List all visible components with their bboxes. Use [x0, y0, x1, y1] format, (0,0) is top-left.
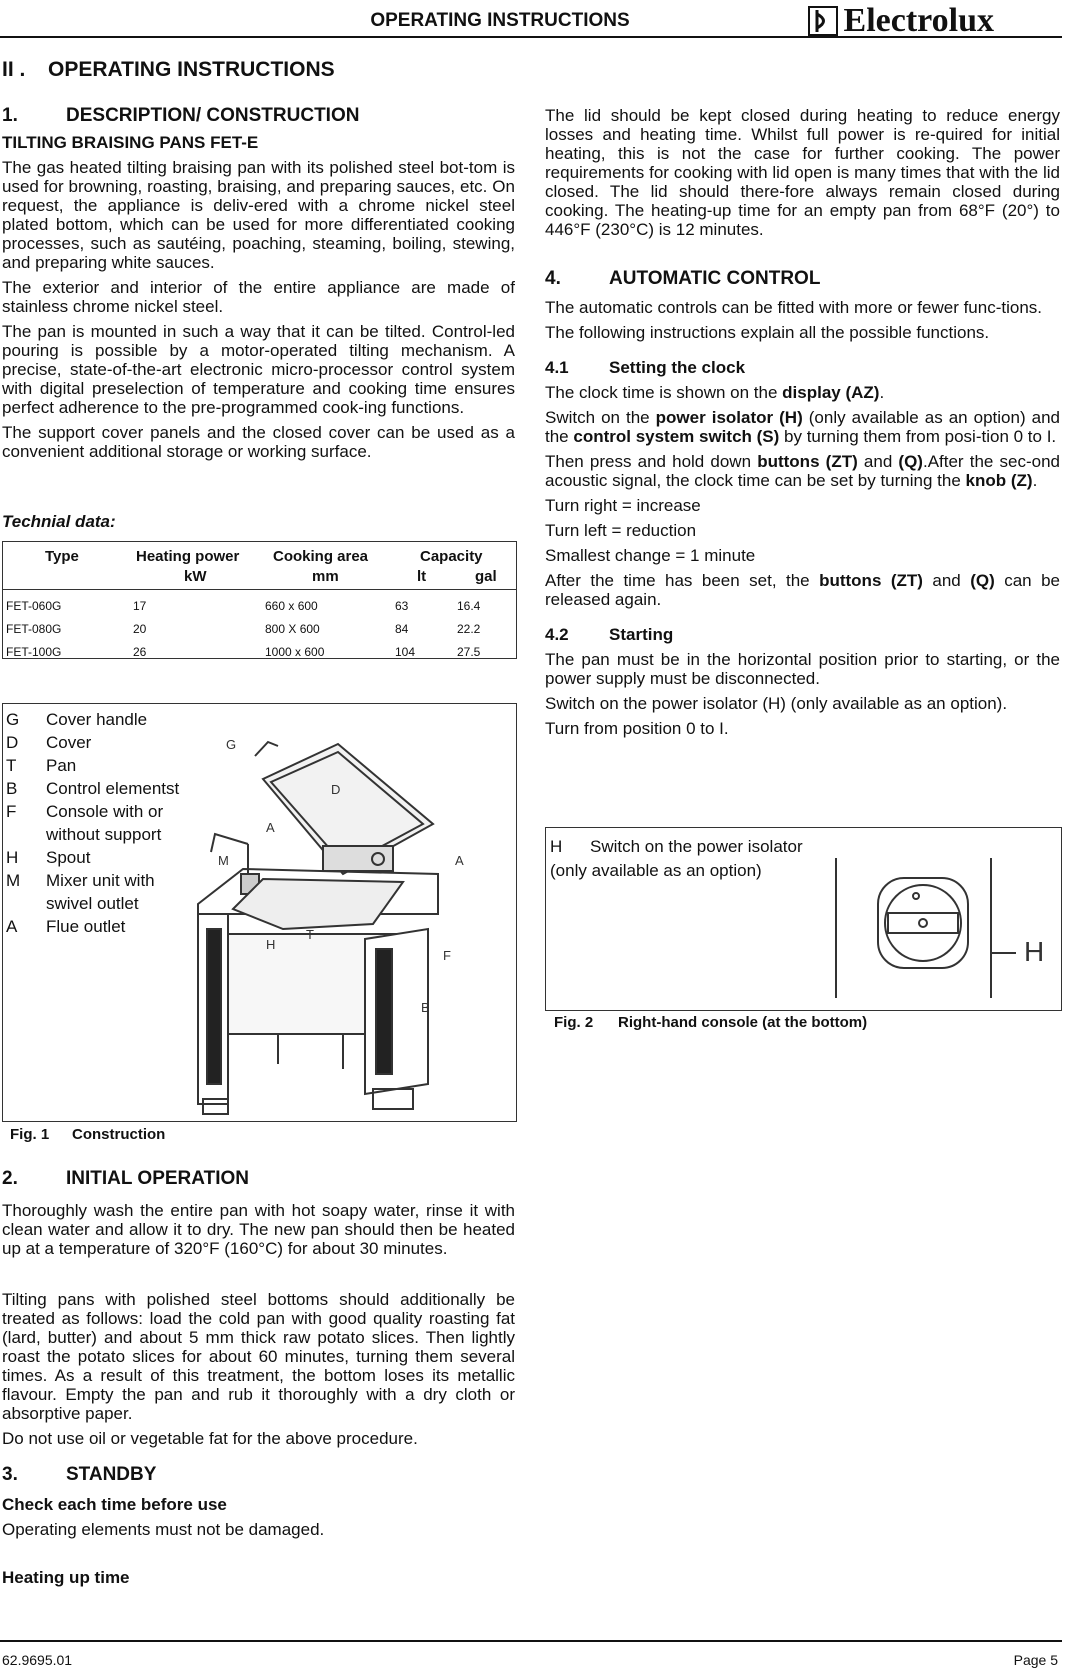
- table-body: [3, 595, 516, 664]
- paragraph: Switch on the power isolator (H) (only available as an option) and the control system switch (S) by turning them from posi-tion 0 to I.: [545, 408, 1060, 446]
- label-m: M: [218, 853, 229, 868]
- label-a-left: A: [266, 820, 275, 835]
- figure-2-legend: H Switch on the power isolator (only available as an option): [550, 837, 803, 880]
- label-t: T: [306, 927, 314, 942]
- legend-item: T Pan: [6, 756, 77, 775]
- label-f: F: [443, 948, 451, 963]
- paragraph: Turn left = reduction: [545, 521, 697, 540]
- power-isolator-icon: [826, 853, 1056, 1003]
- paragraph: The gas heated tilting braising pan with its polished steel bot-tom is used for browning, roasting, braising, and preparing sauces, etc. On request, the appliance is deliv-ered with a chrome nickel steel plated bottom, which can be used for more differentiated cooking processes, such as sautéing, poaching, steaming, boiling, stewing, and preparing white sauces.: [2, 158, 515, 272]
- legend-item: B Control elementst: [6, 779, 180, 798]
- paragraph: Switch on the power isolator (H) (only available as an option).: [545, 694, 1008, 713]
- subheading-check: Check each time before use: [2, 1495, 227, 1514]
- subheading-heating: Heating up time: [2, 1568, 130, 1587]
- section-number: II .: [2, 58, 26, 81]
- paragraph: The lid should be kept closed during heating to reduce energy losses and heating time. Whilst full power is re-quired for initial heating, this is not the case for further cooking. The power requirements for cooking with lid open is many times that with the lid closed. The lid should there-fore always remain closed during cooking. The heating-up time for an empty pan from 68°F (20°) to 446°F (230°C) is 12 minutes.: [545, 106, 1060, 239]
- heading-4-2: 4.2 Starting: [545, 625, 674, 644]
- header-rule: [0, 36, 1062, 38]
- braising-pan-drawing-icon: [193, 734, 503, 1119]
- legend-item: H Spout: [6, 848, 91, 867]
- paragraph: The automatic controls can be fitted with more or fewer func-tions.: [545, 298, 1043, 317]
- brand-logo: [808, 2, 994, 40]
- paragraph: Operating elements must not be damaged.: [2, 1520, 325, 1539]
- section-title: OPERATING INSTRUCTIONS: [48, 58, 335, 81]
- right-column: [545, 106, 1060, 744]
- paragraph: The support cover panels and the closed cover can be used as a convenient additional storage or working surface.: [2, 423, 515, 461]
- label-g: G: [226, 737, 237, 752]
- label-h: H: [266, 937, 276, 952]
- heading-4: 4. AUTOMATIC CONTROL: [545, 268, 821, 289]
- paragraph: Turn right = increase: [545, 496, 701, 515]
- paragraph: After the time has been set, the buttons (ZT) and (Q) can be released again.: [545, 571, 1060, 609]
- paragraph: The following instructions explain all the possible functions.: [545, 323, 990, 342]
- paragraph: Do not use oil or vegetable fat for the above procedure.: [2, 1429, 418, 1448]
- legend-item: A Flue outlet: [6, 917, 126, 936]
- label-b: B: [421, 1000, 430, 1015]
- page-number: Page 5: [1013, 1652, 1058, 1668]
- table-row: FET-060G 17 660 x 600 63 16.4: [6, 599, 481, 613]
- legend-item: F Console with or without support: [6, 802, 164, 844]
- legend-item: M Mixer unit with swivel outlet: [6, 871, 155, 913]
- table-header: Type Heating power Cooking area Capacity kW mm lt gal: [45, 548, 497, 585]
- paragraph: Thoroughly wash the entire pan with hot soapy water, rinse it with clean water and allow it to dry. The new pan should then be heated up at a temperature of 320°F (160°C) for about 30 minutes.: [2, 1201, 515, 1258]
- legend-item: D Cover: [6, 733, 92, 752]
- heading-1: 1. DESCRIPTION/ CONSTRUCTION: [2, 105, 360, 126]
- figure-legend: [6, 708, 181, 938]
- tech-data-title: Technial data:: [2, 512, 116, 531]
- figure-construction: [2, 703, 517, 1122]
- paragraph: The clock time is shown on the display (AZ).: [545, 383, 885, 402]
- heading-3: 3. STANDBY: [2, 1464, 157, 1485]
- footer-rule: [0, 1640, 1062, 1642]
- paragraph: Then press and hold down buttons (ZT) and (Q).After the sec-ond acoustic signal, the clock time can be set by turning the knob (Z).: [545, 452, 1060, 490]
- subheading-fet-e: TILTING BRAISING PANS FET-E: [2, 133, 259, 152]
- paragraph: Smallest change = 1 minute: [545, 546, 756, 565]
- figure-1-caption: Fig. 1 Construction: [10, 1126, 166, 1143]
- heading-2: 2. INITIAL OPERATION: [2, 1168, 249, 1189]
- paragraph: The pan is mounted in such a way that it can be tilted. Control-led pouring is possible by a motor-operated tilting mechanism. A precise, state-of-the-art electronic micro-processor control system with digital preselection of temperature and cooking time ensures perfect adherence to the pre-programmed cook-ing functions.: [2, 322, 515, 417]
- table-row: FET-080G 20 800 X 600 84 22.2: [6, 622, 481, 636]
- label-h-switch: H: [1024, 936, 1045, 967]
- table-row: FET-100G 26 1000 x 600 104 27.5: [6, 645, 481, 659]
- tech-data-table: [2, 541, 517, 659]
- figure-right-hand-console: [545, 827, 1062, 1011]
- heading-4-1: 4.1 Setting the clock: [545, 358, 746, 377]
- electrolux-logo-icon: [808, 6, 838, 36]
- paragraph: The pan must be in the horizontal position prior to starting, or the power supply must be disconnected.: [545, 650, 1060, 688]
- left-column-lower: [2, 1169, 515, 1587]
- label-a-right: A: [455, 853, 464, 868]
- legend-item: G Cover handle: [6, 710, 148, 729]
- figure-2-caption: Fig. 2 Right-hand console (at the bottom): [554, 1014, 868, 1031]
- doc-number: 62.9695.01: [2, 1652, 73, 1668]
- label-d: D: [331, 782, 341, 797]
- paragraph: Turn from position 0 to I.: [545, 719, 729, 738]
- brand-name: Electrolux: [843, 2, 994, 39]
- left-column-upper: [2, 106, 515, 467]
- paragraph: Tilting pans with polished steel bottoms should additionally be treated as follows: load the cold pan with good quality roasting fat (lard, butter) and about 5 mm thick raw potato slices. Then lightly roast the potato slices for about 60 minutes, turning them several times. As a result of this treatment, the bottom loses its metallic flavour. Empty the pan and rub it thoroughly with a dry cloth or absorptive paper.: [2, 1290, 515, 1423]
- section-heading: [2, 58, 335, 82]
- paragraph: The exterior and interior of the entire appliance are made of stainless chrome nickel steel.: [2, 278, 515, 316]
- page-header-title: OPERATING INSTRUCTIONS: [370, 10, 630, 31]
